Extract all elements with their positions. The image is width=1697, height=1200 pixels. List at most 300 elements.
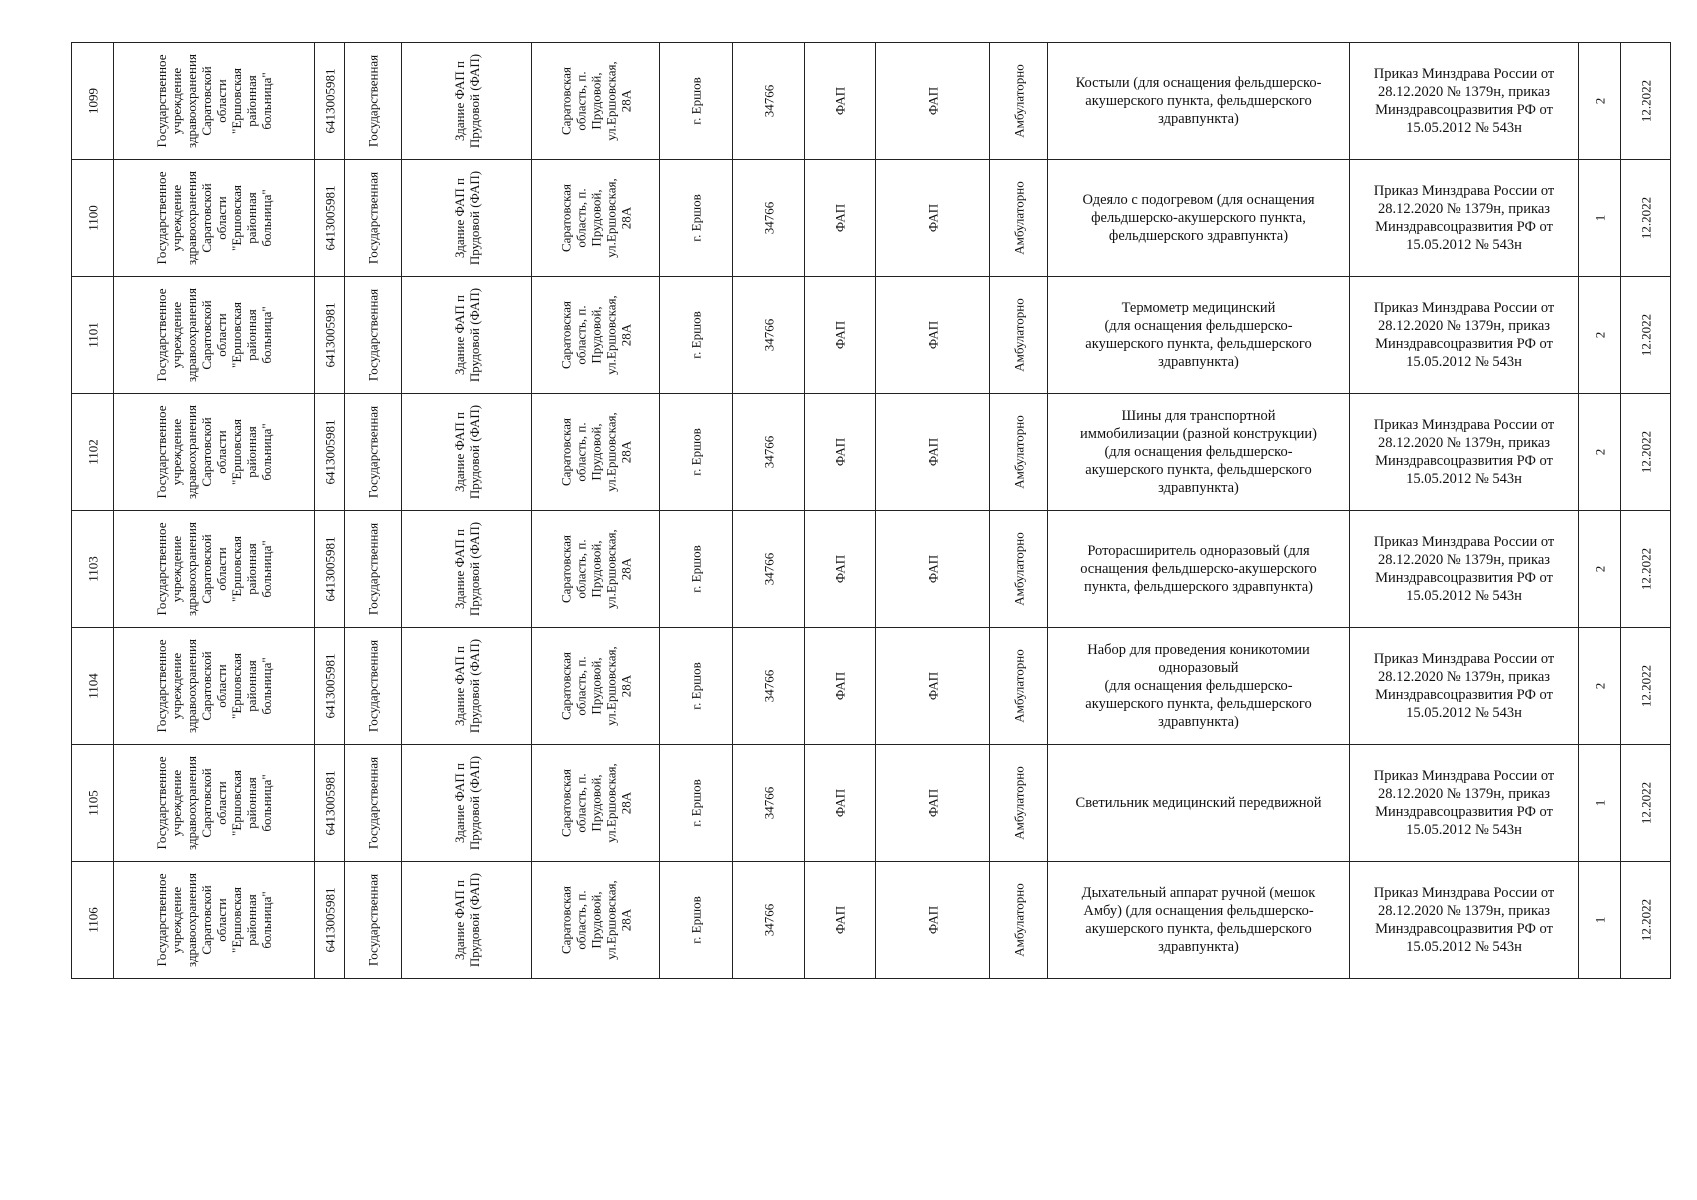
text-line: Государственная [365, 288, 381, 382]
table-row [72, 511, 1671, 628]
ownership-cell [345, 745, 402, 862]
quantity-text [1592, 215, 1607, 222]
text-line: ФАП [832, 671, 848, 701]
text-line: область, п. [573, 422, 588, 482]
text-line: 12.2022 [1638, 313, 1653, 357]
building-cell [402, 745, 532, 862]
text-line: ФАП [925, 320, 940, 350]
text-line: акушерского пункта, фельдшерского [1085, 93, 1312, 109]
text-line: учреждение [169, 652, 184, 720]
city-text [689, 194, 704, 241]
unit-text [833, 789, 848, 817]
address-cell [532, 394, 660, 511]
city-cell [660, 745, 733, 862]
text-line: Государственная [365, 756, 381, 850]
text-line: 28А [618, 89, 633, 113]
unit-cell [805, 628, 876, 745]
subunit-cell [876, 628, 990, 745]
text-line: Термометр медицинский [1121, 300, 1276, 316]
text-line: 28.12.2020 № 1379н, приказ [1377, 786, 1551, 802]
text-line: 6413005981 [322, 185, 337, 251]
text-line: учреждение [169, 67, 184, 135]
equipment-name-cell [1048, 160, 1350, 277]
text-line: Прудовой (ФАП) [466, 170, 482, 266]
order-reference-cell [1350, 160, 1579, 277]
address-text [558, 412, 633, 492]
city-cell [660, 43, 733, 160]
date-cell [1621, 628, 1671, 745]
text-line: Саратовской [199, 534, 214, 604]
text-line: Саратовская [558, 651, 573, 721]
text-line: ФАП [925, 905, 940, 935]
subunit-text [925, 321, 940, 349]
text-line: Приказ Минздрава России от [1373, 300, 1555, 316]
text-line: ФАП [925, 788, 940, 818]
text-line: область, п. [573, 71, 588, 131]
text-line: Государственное [154, 54, 169, 148]
text-line: 1102 [85, 439, 100, 465]
inn-cell [315, 277, 345, 394]
text-line: 15.05.2012 № 543н [1406, 471, 1522, 487]
text-line: 15.05.2012 № 543н [1406, 939, 1522, 955]
text-line: (для оснащения фельдшерско- [1104, 444, 1293, 460]
text-line: учреждение [169, 886, 184, 954]
care-type-cell [990, 277, 1048, 394]
text-line: 15.05.2012 № 543н [1406, 237, 1522, 253]
text-line: 34766 [761, 552, 776, 586]
unit-cell [805, 862, 876, 979]
unit-cell [805, 394, 876, 511]
organization-text [154, 522, 274, 616]
row-number-text [85, 556, 100, 582]
city-text [689, 311, 704, 358]
text-line: ФАП [832, 203, 848, 233]
text-line: Амбулаторно [1011, 415, 1026, 489]
text-line: Саратовская [558, 768, 573, 838]
order-reference-text [1358, 767, 1570, 839]
city-text [689, 545, 704, 592]
text-line: акушерского пункта, фельдшерского [1085, 696, 1312, 712]
text-line: Саратовская [558, 885, 573, 955]
inn-cell [315, 862, 345, 979]
quantity-text [1592, 800, 1607, 807]
organization-text [154, 873, 274, 967]
order-reference-text [1358, 299, 1570, 371]
text-line: Амбулаторно [1011, 64, 1026, 138]
text-line: Амбулаторно [1011, 649, 1026, 723]
address-cell [532, 277, 660, 394]
care-type-cell [990, 628, 1048, 745]
text-line: Приказ Минздрава России от [1373, 417, 1555, 433]
text-line: Минздравсоцразвития РФ от [1375, 570, 1553, 586]
subunit-cell [876, 394, 990, 511]
text-line: Амбулаторно [1011, 766, 1026, 840]
city-cell [660, 862, 733, 979]
text-line: 28А [618, 440, 633, 464]
subunit-text [925, 789, 940, 817]
text-line: 15.05.2012 № 543н [1406, 588, 1522, 604]
inn-text [322, 186, 337, 251]
address-text [558, 295, 633, 375]
address-text [558, 646, 633, 726]
text-line: Прудовой (ФАП) [466, 521, 482, 617]
text-line: области [214, 781, 229, 825]
code-text [761, 436, 776, 469]
table-row [72, 394, 1671, 511]
text-line: ул.Ершовская, [603, 880, 618, 960]
text-line: "Ершовская [229, 536, 244, 602]
text-line: районная [244, 75, 259, 127]
text-line: 12.2022 [1638, 79, 1653, 123]
unit-text [833, 87, 848, 115]
city-text [689, 77, 704, 124]
row-number-text [85, 205, 100, 231]
text-line: ФАП [832, 788, 848, 818]
row-number-cell [72, 277, 114, 394]
organization-cell [114, 628, 315, 745]
text-line: Здание ФАП п [451, 178, 467, 258]
building-text [452, 756, 482, 850]
text-line: Прудовой, [588, 540, 603, 598]
building-text [452, 522, 482, 616]
text-line: Минздравсоцразвития РФ от [1375, 102, 1553, 118]
equipment-name-cell [1048, 628, 1350, 745]
text-line: 12.2022 [1638, 430, 1653, 474]
text-line: Минздравсоцразвития РФ от [1375, 453, 1553, 469]
text-line: учреждение [169, 301, 184, 369]
equipment-name-cell [1048, 394, 1350, 511]
inn-text [322, 69, 337, 134]
text-line: Приказ Минздрава России от [1373, 534, 1555, 550]
text-line: ФАП [925, 671, 940, 701]
quantity-cell [1579, 745, 1621, 862]
text-line: пункта, фельдшерского здравпункта) [1084, 579, 1313, 595]
text-line: Минздравсоцразвития РФ от [1375, 804, 1553, 820]
unit-text [833, 906, 848, 934]
text-line: Минздравсоцразвития РФ от [1375, 921, 1553, 937]
text-line: 15.05.2012 № 543н [1406, 120, 1522, 136]
code-text [761, 85, 776, 118]
building-cell [402, 862, 532, 979]
ownership-cell [345, 277, 402, 394]
subunit-cell [876, 745, 990, 862]
ownership-cell [345, 160, 402, 277]
text-line: здравоохранения [184, 522, 199, 616]
text-line: "Ершовская [229, 302, 244, 368]
text-line: Государственное [154, 405, 169, 499]
text-line: 28А [618, 791, 633, 815]
text-line: 34766 [761, 201, 776, 235]
care-type-cell [990, 43, 1048, 160]
building-text [452, 873, 482, 967]
quantity-text [1592, 449, 1607, 456]
text-line: Роторасширитель одноразовый (для [1087, 543, 1310, 559]
text-line: 28.12.2020 № 1379н, приказ [1377, 669, 1551, 685]
text-line: Государственная [365, 405, 381, 499]
organization-cell [114, 394, 315, 511]
inn-cell [315, 628, 345, 745]
text-line: здравпункта) [1158, 354, 1239, 370]
date-text [1638, 314, 1653, 356]
text-line: область, п. [573, 305, 588, 365]
organization-text [154, 639, 274, 733]
text-line: 1104 [85, 673, 100, 699]
date-cell [1621, 277, 1671, 394]
quantity-text [1592, 98, 1607, 105]
quantity-cell [1579, 628, 1621, 745]
text-line: здравоохранения [184, 756, 199, 850]
row-number-cell [72, 160, 114, 277]
code-cell [733, 862, 805, 979]
text-line: 34766 [761, 903, 776, 937]
order-reference-text [1358, 182, 1570, 254]
text-line: Прудовой (ФАП) [466, 638, 482, 734]
table-body [72, 43, 1671, 979]
text-line: ул.Ершовская, [603, 763, 618, 843]
text-line: районная [244, 426, 259, 478]
unit-text [833, 438, 848, 466]
text-line: районная [244, 660, 259, 712]
care-type-cell [990, 511, 1048, 628]
text-line: Шины для транспортной [1121, 408, 1276, 424]
text-line: 1105 [85, 790, 100, 816]
row-number-text [85, 439, 100, 465]
text-line: 28.12.2020 № 1379н, приказ [1377, 435, 1551, 451]
text-line: "Ершовская [229, 887, 244, 953]
text-line: Амбулаторно [1011, 883, 1026, 957]
text-line: здравоохранения [184, 54, 199, 148]
text-line: районная [244, 894, 259, 946]
subunit-text [925, 906, 940, 934]
date-text [1638, 197, 1653, 239]
text-line: здравоохранения [184, 873, 199, 967]
text-line: Прудовой (ФАП) [466, 287, 482, 383]
text-line: (для оснащения фельдшерско- [1104, 318, 1293, 334]
text-line: Саратовская [558, 417, 573, 487]
text-line: Здание ФАП п [451, 880, 467, 960]
row-number-text [85, 790, 100, 816]
subunit-cell [876, 862, 990, 979]
date-cell [1621, 43, 1671, 160]
ownership-cell [345, 511, 402, 628]
unit-text [833, 555, 848, 583]
text-line: Государственное [154, 171, 169, 265]
text-line: области [214, 196, 229, 240]
unit-text [833, 204, 848, 232]
text-line: 15.05.2012 № 543н [1406, 705, 1522, 721]
text-line: Государственное [154, 873, 169, 967]
text-line: районная [244, 309, 259, 361]
text-line: Государственная [365, 639, 381, 733]
text-line: 1 [1592, 214, 1607, 222]
text-line: 2 [1592, 682, 1607, 690]
care-type-text [1011, 766, 1026, 840]
code-cell [733, 277, 805, 394]
inn-text [322, 888, 337, 953]
date-text [1638, 548, 1653, 590]
text-line: г. Ершов [688, 428, 704, 476]
text-line: фельдшерского здравпункта) [1108, 228, 1289, 244]
text-line: ул.Ершовская, [603, 178, 618, 258]
subunit-text [925, 204, 940, 232]
building-text [452, 288, 482, 382]
text-line: фельдшерско-акушерского пункта, [1091, 210, 1306, 226]
text-line: Приказ Минздрава России от [1373, 651, 1555, 667]
text-line: Здание ФАП п [451, 61, 467, 141]
text-line: районная [244, 192, 259, 244]
text-line: здравоохранения [184, 405, 199, 499]
care-type-cell [990, 160, 1048, 277]
equipment-name-cell [1048, 511, 1350, 628]
table-row [72, 628, 1671, 745]
care-type-text [1011, 64, 1026, 138]
unit-text [833, 321, 848, 349]
unit-cell [805, 511, 876, 628]
date-cell [1621, 745, 1671, 862]
code-cell [733, 43, 805, 160]
text-line: больница" [259, 774, 274, 832]
text-line: Саратовская [558, 66, 573, 136]
text-line: Амбу) (для оснащения фельдшерско- [1083, 903, 1314, 919]
text-line: Дыхательный аппарат ручной (мешок [1081, 885, 1316, 901]
row-number-text [85, 907, 100, 933]
text-line: 6413005981 [322, 887, 337, 953]
text-line: "Ершовская [229, 68, 244, 134]
subunit-cell [876, 511, 990, 628]
organization-text [154, 288, 274, 382]
text-line: 1101 [85, 322, 100, 348]
text-line: иммобилизации (разной конструкции) [1080, 426, 1317, 442]
order-reference-cell [1350, 394, 1579, 511]
text-line: 12.2022 [1638, 196, 1653, 240]
organization-cell [114, 862, 315, 979]
text-line: районная [244, 543, 259, 595]
text-line: (для оснащения фельдшерско- [1104, 678, 1293, 694]
text-line: Государственное [154, 756, 169, 850]
unit-cell [805, 277, 876, 394]
order-reference-cell [1350, 862, 1579, 979]
text-line: учреждение [169, 418, 184, 486]
quantity-text [1592, 683, 1607, 690]
unit-text [833, 672, 848, 700]
text-line: Минздравсоцразвития РФ от [1375, 687, 1553, 703]
quantity-cell [1579, 43, 1621, 160]
text-line: здравпункта) [1158, 111, 1239, 127]
code-text [761, 202, 776, 235]
equipment-name-text [1056, 794, 1341, 812]
unit-cell [805, 745, 876, 862]
text-line: 28.12.2020 № 1379н, приказ [1377, 903, 1551, 919]
text-line: здравоохранения [184, 288, 199, 382]
text-line: 12.2022 [1638, 898, 1653, 942]
text-line: г. Ершов [688, 545, 704, 593]
text-line: акушерского пункта, фельдшерского [1085, 462, 1312, 478]
equipment-table [71, 42, 1671, 979]
city-cell [660, 511, 733, 628]
ownership-text [366, 523, 381, 615]
care-type-cell [990, 745, 1048, 862]
text-line: 34766 [761, 435, 776, 469]
text-line: 12.2022 [1638, 664, 1653, 708]
equipment-name-text [1056, 884, 1341, 956]
text-line: здравпункта) [1158, 714, 1239, 730]
organization-text [154, 756, 274, 850]
text-line: ФАП [832, 320, 848, 350]
text-line: Приказ Минздрава России от [1373, 183, 1555, 199]
text-line: "Ершовская [229, 770, 244, 836]
table-row [72, 160, 1671, 277]
equipment-name-text [1056, 299, 1341, 371]
text-line: 1099 [85, 88, 100, 114]
city-cell [660, 394, 733, 511]
text-line: 28.12.2020 № 1379н, приказ [1377, 201, 1551, 217]
text-line: Прудовой (ФАП) [466, 872, 482, 968]
text-line: больница" [259, 657, 274, 715]
subunit-text [925, 672, 940, 700]
text-line: Прудовой (ФАП) [466, 404, 482, 500]
equipment-name-cell [1048, 862, 1350, 979]
text-line: 28А [618, 674, 633, 698]
ownership-cell [345, 862, 402, 979]
text-line: 6413005981 [322, 68, 337, 134]
text-line: ул.Ершовская, [603, 412, 618, 492]
text-line: Здание ФАП п [451, 646, 467, 726]
organization-text [154, 405, 274, 499]
text-line: ФАП [925, 554, 940, 584]
text-line: одноразовый [1158, 660, 1239, 676]
code-text [761, 670, 776, 703]
text-line: области [214, 898, 229, 942]
text-line: Здание ФАП п [451, 763, 467, 843]
order-reference-cell [1350, 43, 1579, 160]
text-line: ФАП [832, 905, 848, 935]
text-line: 6413005981 [322, 536, 337, 602]
text-line: "Ершовская [229, 419, 244, 485]
table-row [72, 862, 1671, 979]
care-type-text [1011, 298, 1026, 372]
ownership-cell [345, 394, 402, 511]
text-line: г. Ершов [688, 77, 704, 125]
inn-cell [315, 511, 345, 628]
text-line: Прудовой, [588, 891, 603, 949]
care-type-text [1011, 415, 1026, 489]
address-cell [532, 43, 660, 160]
code-cell [733, 160, 805, 277]
table-row [72, 43, 1671, 160]
text-line: здравпункта) [1158, 480, 1239, 496]
code-text [761, 553, 776, 586]
building-text [452, 405, 482, 499]
inn-text [322, 537, 337, 602]
text-line: области [214, 547, 229, 591]
text-line: "Ершовская [229, 653, 244, 719]
text-line: Государственное [154, 639, 169, 733]
organization-cell [114, 160, 315, 277]
text-line: Здание ФАП п [451, 529, 467, 609]
text-line: ул.Ершовская, [603, 295, 618, 375]
text-line: акушерского пункта, фельдшерского [1085, 336, 1312, 352]
care-type-cell [990, 862, 1048, 979]
date-text [1638, 782, 1653, 824]
text-line: 1103 [85, 556, 100, 582]
text-line: акушерского пункта, фельдшерского [1085, 921, 1312, 937]
text-line: 15.05.2012 № 543н [1406, 822, 1522, 838]
text-line: 6413005981 [322, 302, 337, 368]
quantity-cell [1579, 511, 1621, 628]
text-line: Прудовой (ФАП) [466, 755, 482, 851]
equipment-name-cell [1048, 277, 1350, 394]
text-line: 28А [618, 557, 633, 581]
